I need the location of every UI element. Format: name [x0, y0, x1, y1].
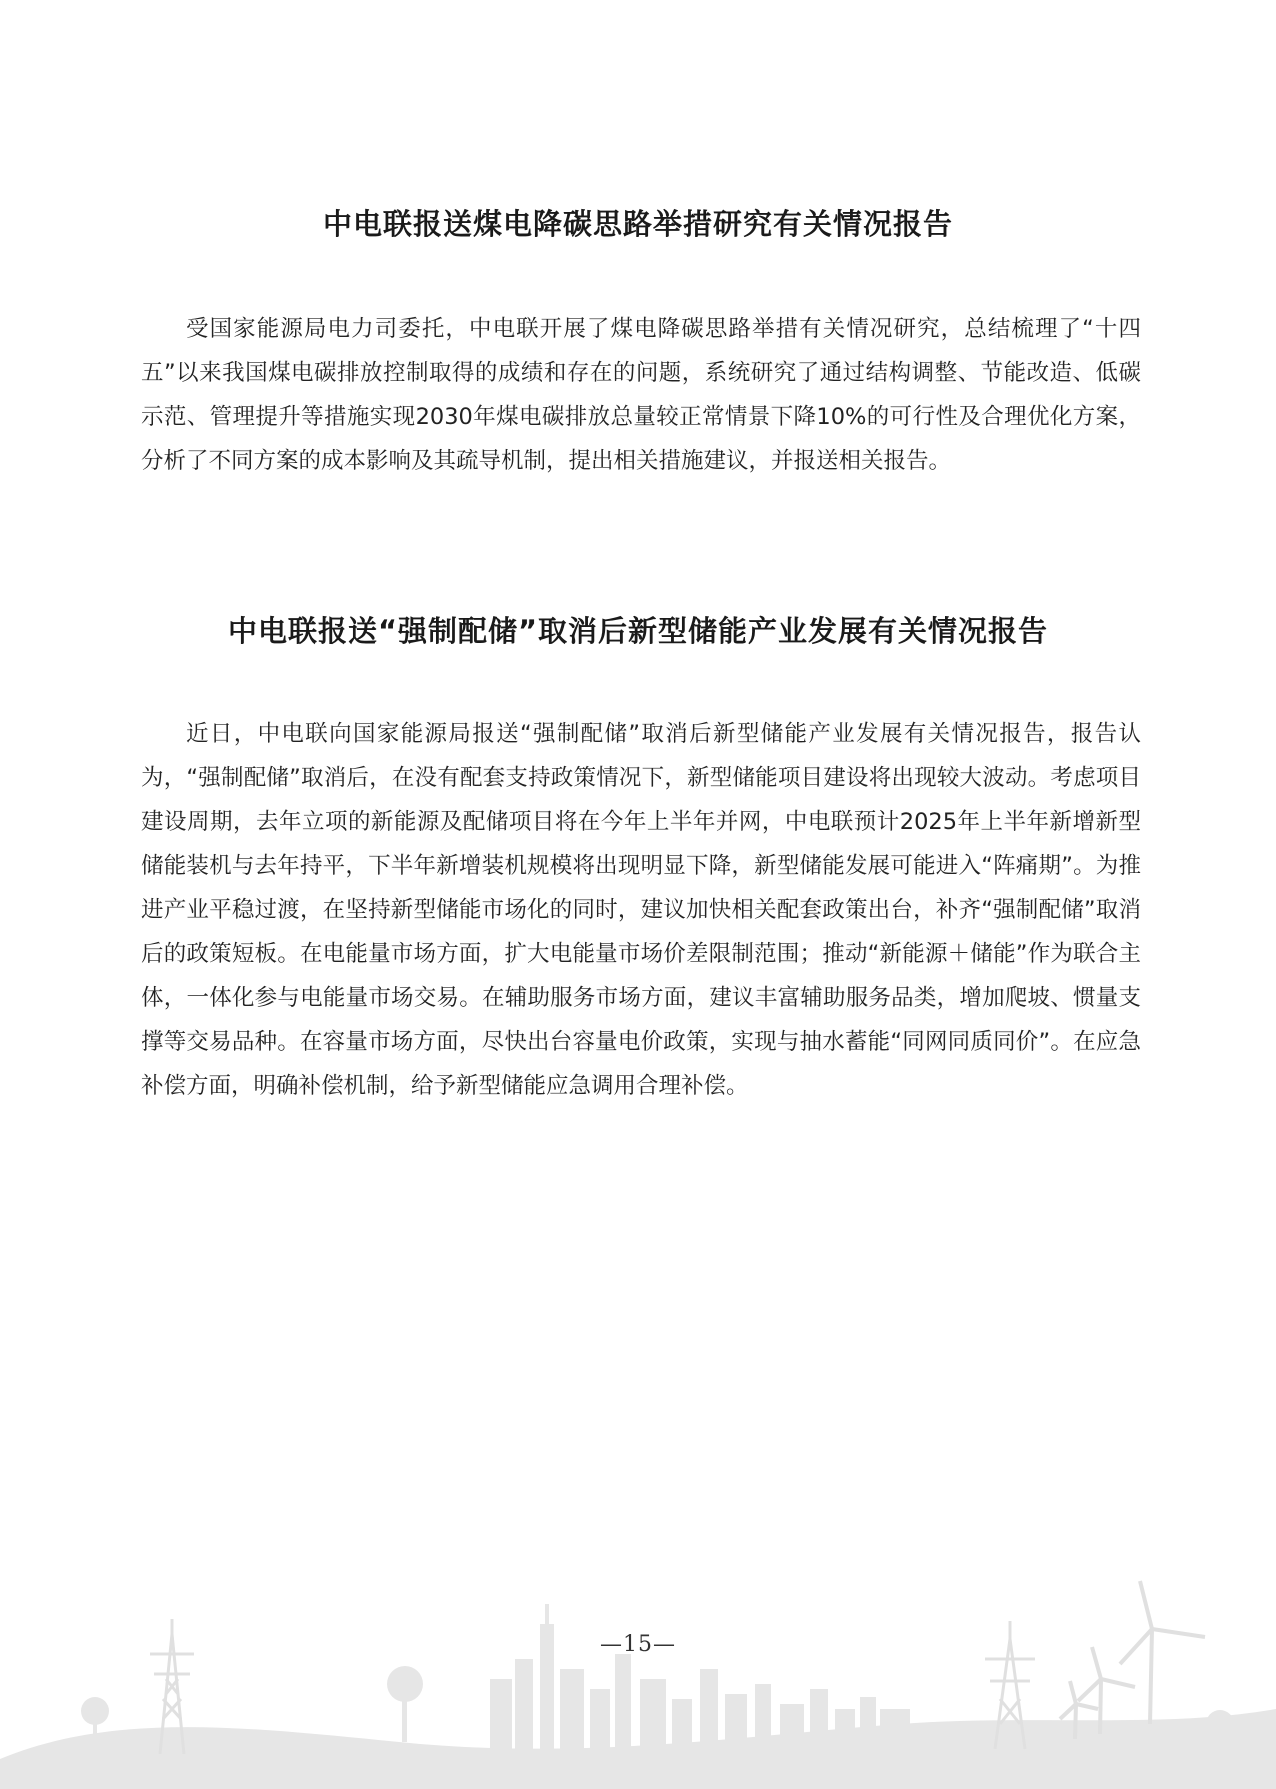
- building: [560, 1669, 584, 1754]
- building: [672, 1699, 692, 1754]
- building: [490, 1679, 512, 1754]
- tree: [387, 1666, 423, 1702]
- building: [700, 1669, 718, 1754]
- building: [810, 1689, 828, 1754]
- article-1-body: 受国家能源局电力司委托，中电联开展了煤电降碳思路举措有关情况研究，总结梳理了“十四五”以来我国煤电碳排放控制取得的成绩和存在的问题，系统研究了通过结构调整、节能改造、低碳示范、管理提升等措施实现2030年煤电碳排放总量较正常情景下降10%的可行性及合理优化方案，分析了不同方案的成本影响及其疏导机制，提出相关措施建议，并报送相关报告。: [141, 316, 1141, 474]
- tree-trunk: [402, 1697, 407, 1742]
- building: [640, 1679, 666, 1754]
- building: [615, 1654, 631, 1754]
- tree-trunk: [93, 1719, 97, 1749]
- building: [780, 1704, 804, 1754]
- article-2-title: 中电联报送“强制配储”取消后新型储能产业发展有关情况报告: [227, 614, 1049, 648]
- building: [880, 1709, 910, 1754]
- building: [835, 1709, 855, 1754]
- building: [725, 1694, 747, 1754]
- tower-antenna: [545, 1604, 549, 1626]
- building: [515, 1659, 533, 1754]
- article-2-body: 近日，中电联向国家能源局报送“强制配储”取消后新型储能产业发展有关情况报告，报告认为，“强制配储”取消后，在没有配套支持政策情况下，新型储能项目建设将出现较大波动。考虑项目建设周期，去年立项的新能源及配储项目将在今年上半年并网，中电联预计2025年上半年新增新型储能装机与去年持平，下半年新增装机规模将出现明显下降，新型储能发展可能进入“阵痛期”。为推进产业平稳过渡，在坚持新型储能市场化的同时，建议加快相关配套政策出台，补齐“强制配储”取消后的政策短板。在电能量市场方面，扩大电能量市场价差限制范围；推动“新能源＋储能”作为联合主体，一体化参与电能量市场交易。在辅助服务市场方面，建议丰富辅助服务品类，增加爬坡、惯量支撑等交易品种。在容量市场方面，尽快出台容量电价政策，实现与抽水蓄能“同网同质同价”。在应急补偿方面，明确补偿机制，给予新型储能应急调用合理补偿。: [141, 721, 1141, 1099]
- wind-turbines: [1060, 1581, 1205, 1739]
- article-1-title: 中电联报送煤电降碳思路举措研究有关情况报告: [322, 207, 953, 241]
- building: [860, 1697, 876, 1754]
- footer-skyline-illustration: [0, 1559, 1276, 1789]
- building: [590, 1689, 610, 1754]
- ground-hill: [0, 1709, 1276, 1789]
- building: [755, 1684, 771, 1754]
- page-number: —15—: [600, 1632, 676, 1657]
